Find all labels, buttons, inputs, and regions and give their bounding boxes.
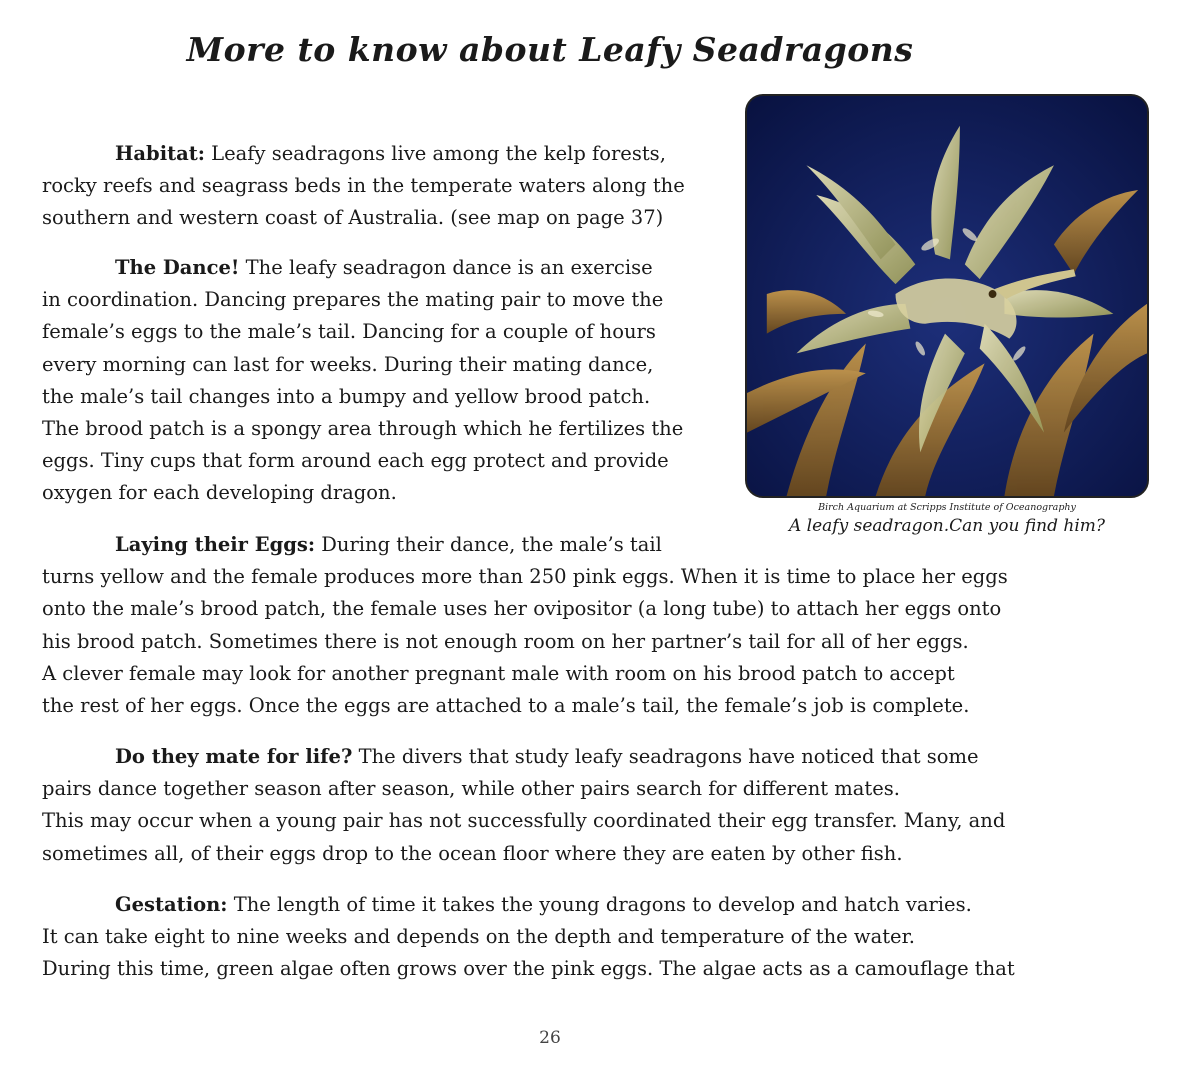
photo-caption: A leafy seadragon.Can you find him? (788, 516, 1106, 536)
text-line: the rest of her eggs. Once the eggs are attached to a male’s tail, the female’s job is complete. (42, 694, 970, 718)
dance-heading: The Dance! (115, 256, 240, 279)
text-line: oxygen for each developing dragon. (42, 481, 397, 505)
text-line: Leafy seadragons live among the kelp forests, (211, 142, 666, 165)
text-line: turns yellow and the female produces more than 250 pink eggs. When it is time to place her eggs (42, 565, 1008, 589)
text-line: onto the male’s brood patch, the female uses her ovipositor (a long tube) to attach her eggs onto (42, 597, 1002, 621)
habitat-paragraph (42, 138, 685, 235)
dance-paragraph (42, 252, 683, 510)
text-line: the male’s tail changes into a bumpy and yellow brood patch. (42, 384, 651, 408)
text-line: female’s eggs to the male’s tail. Dancing for a couple of hours (42, 320, 656, 344)
habitat-heading: Habitat: (115, 142, 205, 165)
mate-heading: Do they mate for life? (115, 745, 353, 768)
text-line: his brood patch. Sometimes there is not enough room on her partner’s tail for all of her eggs. (42, 629, 969, 653)
gestation-heading: Gestation: (115, 893, 228, 916)
text-line: The leafy seadragon dance is an exercise (245, 256, 653, 279)
text-line: The length of time it takes the young dragons to develop and hatch varies. (233, 893, 972, 916)
photo-credit: Birch Aquarium at Scripps Institute of Oceanography (818, 502, 1076, 513)
text-line: The brood patch is a spongy area through which he fertilizes the (42, 417, 684, 441)
eggs-paragraph (42, 529, 1008, 722)
text-line: pairs dance together season after season, while other pairs search for different mates. (42, 777, 900, 801)
page-number: 26 (539, 1028, 561, 1048)
eggs-heading: Laying their Eggs: (115, 533, 316, 556)
text-line: southern and western coast of Australia. (see map on page 37) (42, 206, 664, 230)
text-line: This may occur when a young pair has not successfully coordinated their egg transfer. Many, and (42, 809, 1006, 833)
text-line: The divers that study leafy seadragons have noticed that some (358, 745, 979, 768)
text-line: sometimes all, of their eggs drop to the ocean floor where they are eaten by other fish. (42, 841, 903, 865)
seadragon-illustration (747, 96, 1147, 496)
text-line: every morning can last for weeks. During their mating dance, (42, 352, 654, 376)
page-title: More to know about Leafy Seadragons (186, 30, 914, 69)
text-line: in coordination. Dancing prepares the mating pair to move the (42, 288, 664, 312)
text-line: During this time, green algae often grows over the pink eggs. The algae acts as a camouflage that (42, 957, 1015, 981)
mate-paragraph (42, 741, 1005, 870)
text-line: It can take eight to nine weeks and depends on the depth and temperature of the water. (42, 925, 915, 949)
text-line: A clever female may look for another pregnant male with room on his brood patch to accept (42, 661, 955, 685)
text-line: rocky reefs and seagrass beds in the temperate waters along the (42, 174, 685, 198)
text-line: eggs. Tiny cups that form around each egg protect and provide (42, 449, 669, 473)
seadragon-photo (745, 94, 1149, 498)
text-line: During their dance, the male’s tail (321, 533, 662, 556)
gestation-paragraph (42, 889, 1015, 986)
